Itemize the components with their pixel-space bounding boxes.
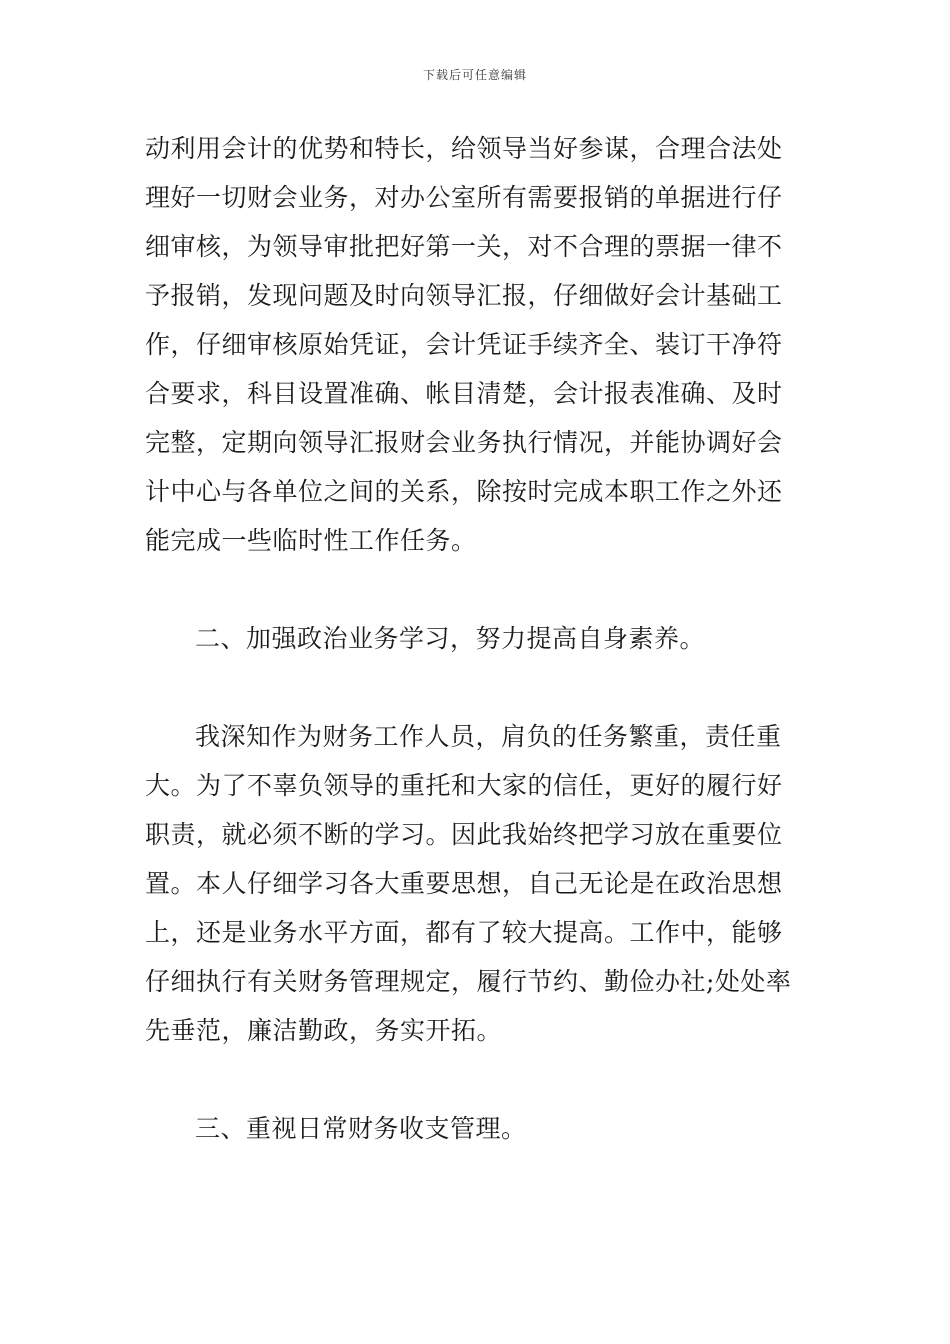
text-line: 我深知作为财务工作人员，肩负的任务繁重，责任重 xyxy=(195,722,782,751)
text-line: 先垂范，廉洁勤政，务实开拓。 xyxy=(145,1016,503,1045)
text-line: 计中心与各单位之间的关系，除按时完成本职工作之外还 xyxy=(145,477,783,506)
text-line: 职责，就必须不断的学习。因此我始终把学习放在重要位 xyxy=(145,820,783,849)
paragraph-gap xyxy=(145,1055,815,1104)
document-body xyxy=(145,124,815,1153)
text-line: 予报销，发现问题及时向领导汇报，仔细做好会计基础工 xyxy=(145,281,783,310)
text-line: 合要求，科目设置准确、帐目清楚，会计报表准确、及时 xyxy=(145,379,783,408)
text-line: 理好一切财会业务，对办公室所有需要报销的单据进行仔 xyxy=(145,183,783,212)
paragraph-gap xyxy=(145,663,815,712)
text-line: 大。为了不辜负领导的重托和大家的信任，更好的履行好 xyxy=(145,771,783,800)
text-line: 动利用会计的优势和特长，给领导当好参谋，合理合法处 xyxy=(145,134,783,163)
text-line: 上，还是业务水平方面，都有了较大提高。工作中，能够 xyxy=(145,918,783,947)
text-line: 能完成一些临时性工作任务。 xyxy=(145,526,477,555)
text-line: 仔细执行有关财务管理规定，履行节约、勤俭办社;处处率 xyxy=(145,967,792,996)
section-heading-3: 三、重视日常财务收支管理。 xyxy=(195,1114,527,1143)
page-header: 下载后可任意编辑 xyxy=(422,68,527,82)
paragraph-1 xyxy=(145,124,815,565)
text-line: 完整，定期向领导汇报财会业务执行情况，并能协调好会 xyxy=(145,428,783,457)
section-heading-2: 二、加强政治业务学习，努力提高自身素养。 xyxy=(195,624,706,653)
paragraph-gap xyxy=(145,565,815,614)
text-line: 细审核，为领导审批把好第一关，对不合理的票据一律不 xyxy=(145,232,783,261)
text-line: 置。本人仔细学习各大重要思想，自己无论是在政治思想 xyxy=(145,869,783,898)
text-line: 作，仔细审核原始凭证，会计凭证手续齐全、装订干净符 xyxy=(145,330,783,359)
paragraph-2 xyxy=(145,712,815,1055)
